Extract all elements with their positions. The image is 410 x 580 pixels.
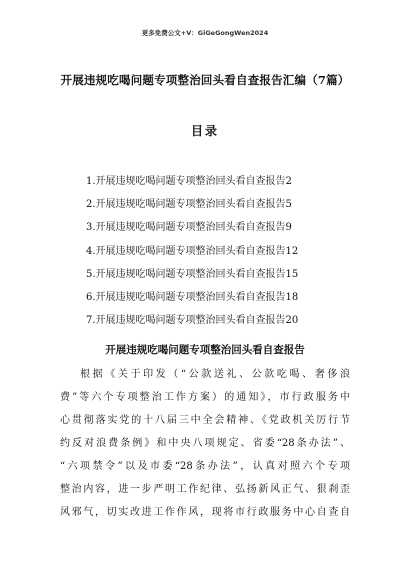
document-title: 开展违规吃喝问题专项整治回头看自查报告汇编（7篇） bbox=[60, 73, 350, 87]
toc-item[interactable] bbox=[86, 263, 386, 286]
toc-item-text: 4.开展违规吃喝问题专项整治回头看自查报告 bbox=[86, 245, 286, 257]
toc-item-text: 6.开展违规吃喝问题专项整治回头看自查报告 bbox=[86, 291, 286, 303]
paragraph-line: 约反对浪费条例》和中央八项规定、省委“28条办法”、 bbox=[60, 438, 350, 449]
toc-item-page: 9 bbox=[285, 222, 292, 234]
toc-item[interactable] bbox=[86, 240, 386, 263]
toc-item-text: 3.开展违规吃喝问题专项整治回头看自查报告 bbox=[86, 222, 286, 234]
toc-item-text: 2.开展违规吃喝问题专项整治回头看自查报告 bbox=[86, 199, 286, 211]
header-note: 更多免费公文+V：GiGeGongWen2024 bbox=[141, 29, 269, 37]
paragraph-line: 风邪气，切实改进工作作风，现将市行政服务中心自查自 bbox=[60, 507, 350, 518]
toc-item-page: 5 bbox=[285, 199, 292, 211]
toc-item[interactable] bbox=[86, 216, 386, 239]
toc-item-text: 1.开展违规吃喝问题专项整治回头看自查报告 bbox=[86, 176, 286, 187]
toc-item-text: 7.开展违规吃喝问题专项整治回头看自查报告 bbox=[86, 315, 286, 327]
table-of-contents bbox=[86, 170, 386, 332]
toc-item-page: 15 bbox=[285, 268, 299, 280]
toc-item-page: 12 bbox=[285, 245, 299, 257]
section-title: 开展违规吃喝问题专项整治回头看自查报告 bbox=[105, 344, 305, 356]
paragraph-line: 根据《关于印发（“公款送礼、公款吃喝、奢侈浪 bbox=[80, 369, 350, 380]
toc-item[interactable] bbox=[86, 193, 386, 216]
toc-item-page: 20 bbox=[285, 315, 299, 327]
paragraph-line: “六项禁令”以及市委“28条办法”，认真对照六个专项 bbox=[60, 461, 350, 472]
toc-item-text: 5.开展违规吃喝问题专项整治回头看自查报告 bbox=[86, 268, 286, 280]
toc-item-page: 2 bbox=[285, 176, 292, 187]
toc-heading: 目录 bbox=[190, 124, 219, 138]
paragraph-line: 费”等六个专项整治工作方案）的通知》，市行政服务中 bbox=[60, 392, 350, 403]
toc-item[interactable] bbox=[86, 170, 386, 193]
body-paragraph bbox=[60, 363, 350, 524]
toc-item-page: 18 bbox=[285, 291, 299, 303]
toc-item[interactable] bbox=[86, 286, 386, 309]
paragraph-line: 整治内容，进一步严明工作纪律、弘扬新风正气、狠刹歪 bbox=[60, 484, 350, 495]
toc-item[interactable] bbox=[86, 309, 386, 332]
paragraph-line: 心贯彻落实党的十八届三中全会精神、《党政机关厉行节 bbox=[60, 415, 350, 426]
